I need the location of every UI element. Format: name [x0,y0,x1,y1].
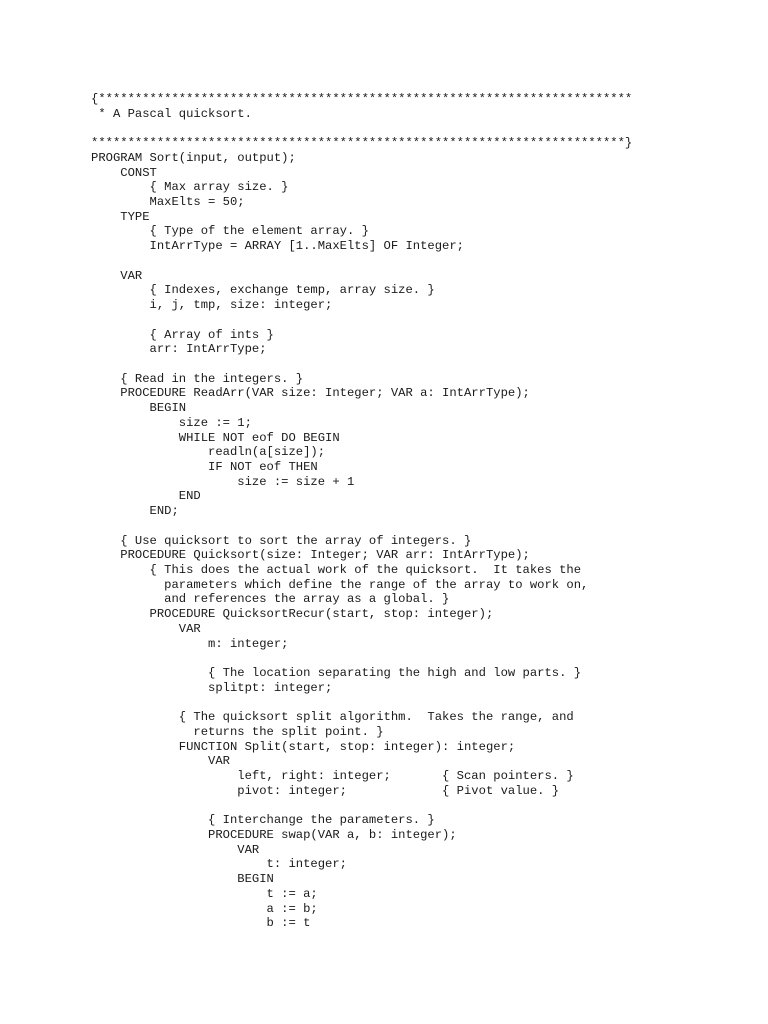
code-line: pivot: integer; { Pivot value. } [91,783,560,798]
code-line: * A Pascal quicksort. [91,106,252,121]
code-line: MaxElts = 50; [91,195,245,210]
code-line: IF NOT eof THEN [91,459,318,474]
code-line: parameters which define the range of the array to work on, [91,577,589,592]
code-line: { Use quicksort to sort the array of integers. } [91,533,472,548]
code-line: t := a; [91,886,318,901]
code-listing [91,92,632,931]
code-line: left, right: integer; { Scan pointers. } [91,769,574,784]
code-line: m: integer; [91,636,289,651]
code-line: END; [91,504,179,519]
code-line [91,313,632,328]
code-line: END [91,489,201,504]
code-line: VAR [91,268,143,283]
code-line: i, j, tmp, size: integer; [91,298,333,313]
code-line: VAR [91,754,230,769]
code-line: IntArrType = ARRAY [1..MaxElts] OF Integer; [91,239,464,254]
code-line: { Max array size. } [91,180,289,195]
code-line: PROCEDURE swap(VAR a, b: integer); [91,827,457,842]
code-line: { Type of the element array. } [91,224,369,239]
code-line [91,519,632,534]
code-line: returns the split point. } [91,724,384,739]
code-line: a := b; [91,901,318,916]
code-line [91,254,632,269]
code-line: {************************************************************************* [91,92,633,106]
code-line: { Indexes, exchange temp, array size. } [91,283,435,298]
code-line: VAR [91,842,260,857]
code-line [91,121,632,136]
code-line: VAR [91,621,201,636]
code-line: { The quicksort split algorithm. Takes the range, and [91,710,574,725]
code-line: size := size + 1 [91,474,355,489]
code-line: splitpt: integer; [91,680,333,695]
code-line: { Interchange the parameters. } [91,813,435,828]
code-line: BEGIN [91,872,274,887]
code-line: PROCEDURE ReadArr(VAR size: Integer; VAR a: IntArrType); [91,386,530,401]
code-line: { Array of ints } [91,327,274,342]
code-line: FUNCTION Split(start, stop: integer): integer; [91,739,516,754]
code-line [91,357,632,372]
code-line: PROGRAM Sort(input, output); [91,150,296,165]
code-line: PROCEDURE Quicksort(size: Integer; VAR arr: IntArrType); [91,548,530,563]
code-line: arr: IntArrType; [91,342,267,357]
code-line [91,651,632,666]
code-line: WHILE NOT eof DO BEGIN [91,430,340,445]
code-line [91,695,632,710]
code-line: BEGIN [91,401,187,416]
code-line: *************************************************************************} [91,136,633,151]
code-line [91,799,632,814]
code-line: PROCEDURE QuicksortRecur(start, stop: integer); [91,607,494,622]
code-line: t: integer; [91,857,347,872]
code-line: size := 1; [91,415,252,430]
code-line: { This does the actual work of the quicksort. It takes the [91,563,582,577]
code-line: CONST [91,165,157,180]
code-line: readln(a[size]); [91,445,326,460]
code-line: { The location separating the high and low parts. } [91,666,582,681]
code-line: TYPE [91,209,150,224]
code-line: b := t [91,916,311,931]
code-line: { Read in the integers. } [91,371,304,386]
code-line: and references the array as a global. } [91,592,450,607]
